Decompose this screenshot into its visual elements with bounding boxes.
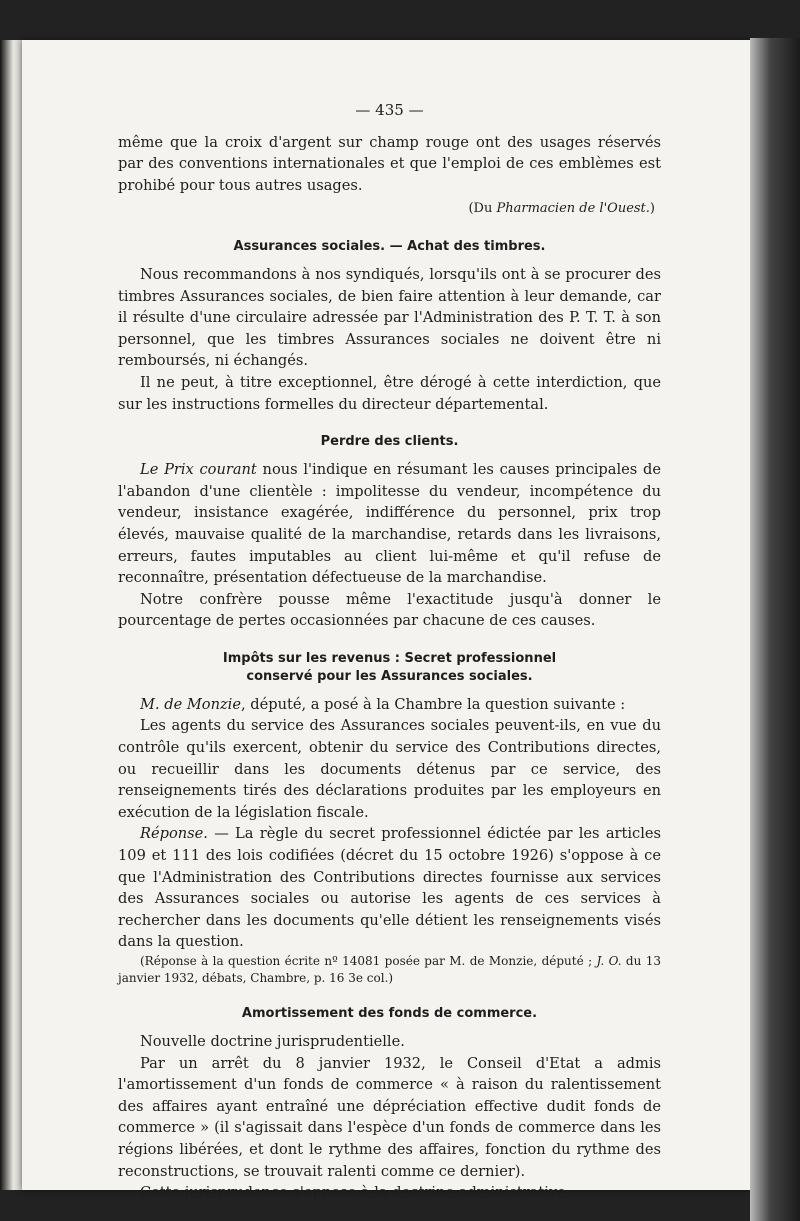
page-right-edge bbox=[750, 38, 800, 1221]
section-title-amortissement: Amortissement des fonds de commerce. bbox=[241, 1006, 538, 1021]
paragraph: Les agents du service des Assurances sociales peuvent-ils, en vue du contrôle qu'ils exercent, obtenir du service des Contributions directes, ou recueillir dans les documents détenus par ce service, des renseignements tirés des déclarations produites par les employeurs en exécution de la législation fiscale. bbox=[118, 717, 661, 821]
page-left-edge bbox=[0, 40, 22, 1190]
source-title: Pharmacien de l'Ouest. bbox=[496, 201, 650, 217]
section-title-clients: Perdre des clients. bbox=[320, 434, 459, 450]
paragraph: Notre confrère pousse même l'exactitude jusqu'à donner le pourcentage de pertes occasionnées par chacune de ces causes. bbox=[118, 590, 661, 630]
page-number: — 435 — bbox=[355, 101, 424, 119]
paragraph: M. de Monzie, député, a posé à la Chambre la question suivante : bbox=[140, 695, 626, 713]
intro-paragraph: même que la croix d'argent sur champ rouge ont des usages réservés par des conventions internationales et que l'emploi de ces emblèmes est prohibé pour tous autres usages. bbox=[118, 133, 661, 194]
paragraph: Nous recommandons à nos syndiqués, lorsqu'ils ont à se procurer des timbres Assurances sociales, de bien faire attention à leur demande, car il résulte d'une circulaire adressée par l'Administration des P. T. T. à son personnel, que les timbres Assurances sociales ne doivent être ni remboursés, ni échangés. bbox=[118, 265, 661, 370]
paragraph: Par un arrêt du 8 janvier 1932, le Conseil d'Etat a admis l'amortissement d'un fonds de commerce « à raison du ralentissement des affaires ayant entraîné une dépréciation effective dudit fonds de commerce » (il s'agissait dans l'espèce d'un fonds de commerce dans les régions libérées, et dont le rythme des affaires, fonction du rythme des reconstructions, se trouvait ralenti comme ce dernier). bbox=[118, 1054, 661, 1180]
paragraph: Il ne peut, à titre exceptionnel, être dérogé à cette interdiction, que sur les instructions formelles du directeur départemental. bbox=[118, 373, 661, 413]
page-content bbox=[118, 100, 661, 1204]
paragraph: Nouvelle doctrine jurisprudentielle. bbox=[140, 1033, 405, 1050]
paragraph: Le Prix courant nous l'indique en résumant les causes principales de l'abandon d'une clientèle : impolitesse du vendeur, incompétence du vendeur, insistance exagérée, indifférence du personnel, prix trop élevés, mauvaise qualité de la marchandise, retards dans les livraisons, erreurs, fautes imputables au client lui-même et qu'il refuse de reconnaître, présentation défectueuse de la marchandise. bbox=[118, 461, 661, 587]
paragraph: Cette jurisprudence s'oppose à la doctrine administrative. bbox=[140, 1184, 571, 1202]
paragraph: Réponse. — La règle du secret professionnel édictée par les articles 109 et 111 des lois codifiées (décret du 15 octobre 1926) s'oppose à ce que l'Administration des Contributions directes fournisse aux services des Assurances sociales ou autorise les agents de ces services à rechercher dans les documents qu'elle détient les renseignements visés dans la question. bbox=[118, 825, 661, 951]
section-title-assurances: Assurances sociales. — Achat des timbres. bbox=[233, 238, 546, 254]
reference-note: (Réponse à la question écrite nº 14081 posée par M. de Monzie, député ; J. O. du 13 janvier 1932, débats, Chambre, p. 16 3e col.) bbox=[118, 954, 661, 985]
intro-source: (Du Pharmacien de l'Ouest.) bbox=[468, 201, 655, 217]
section-title-impots: Impôts sur les revenus : Secret professionnel conservé pour les Assurances sociales. bbox=[222, 650, 557, 684]
